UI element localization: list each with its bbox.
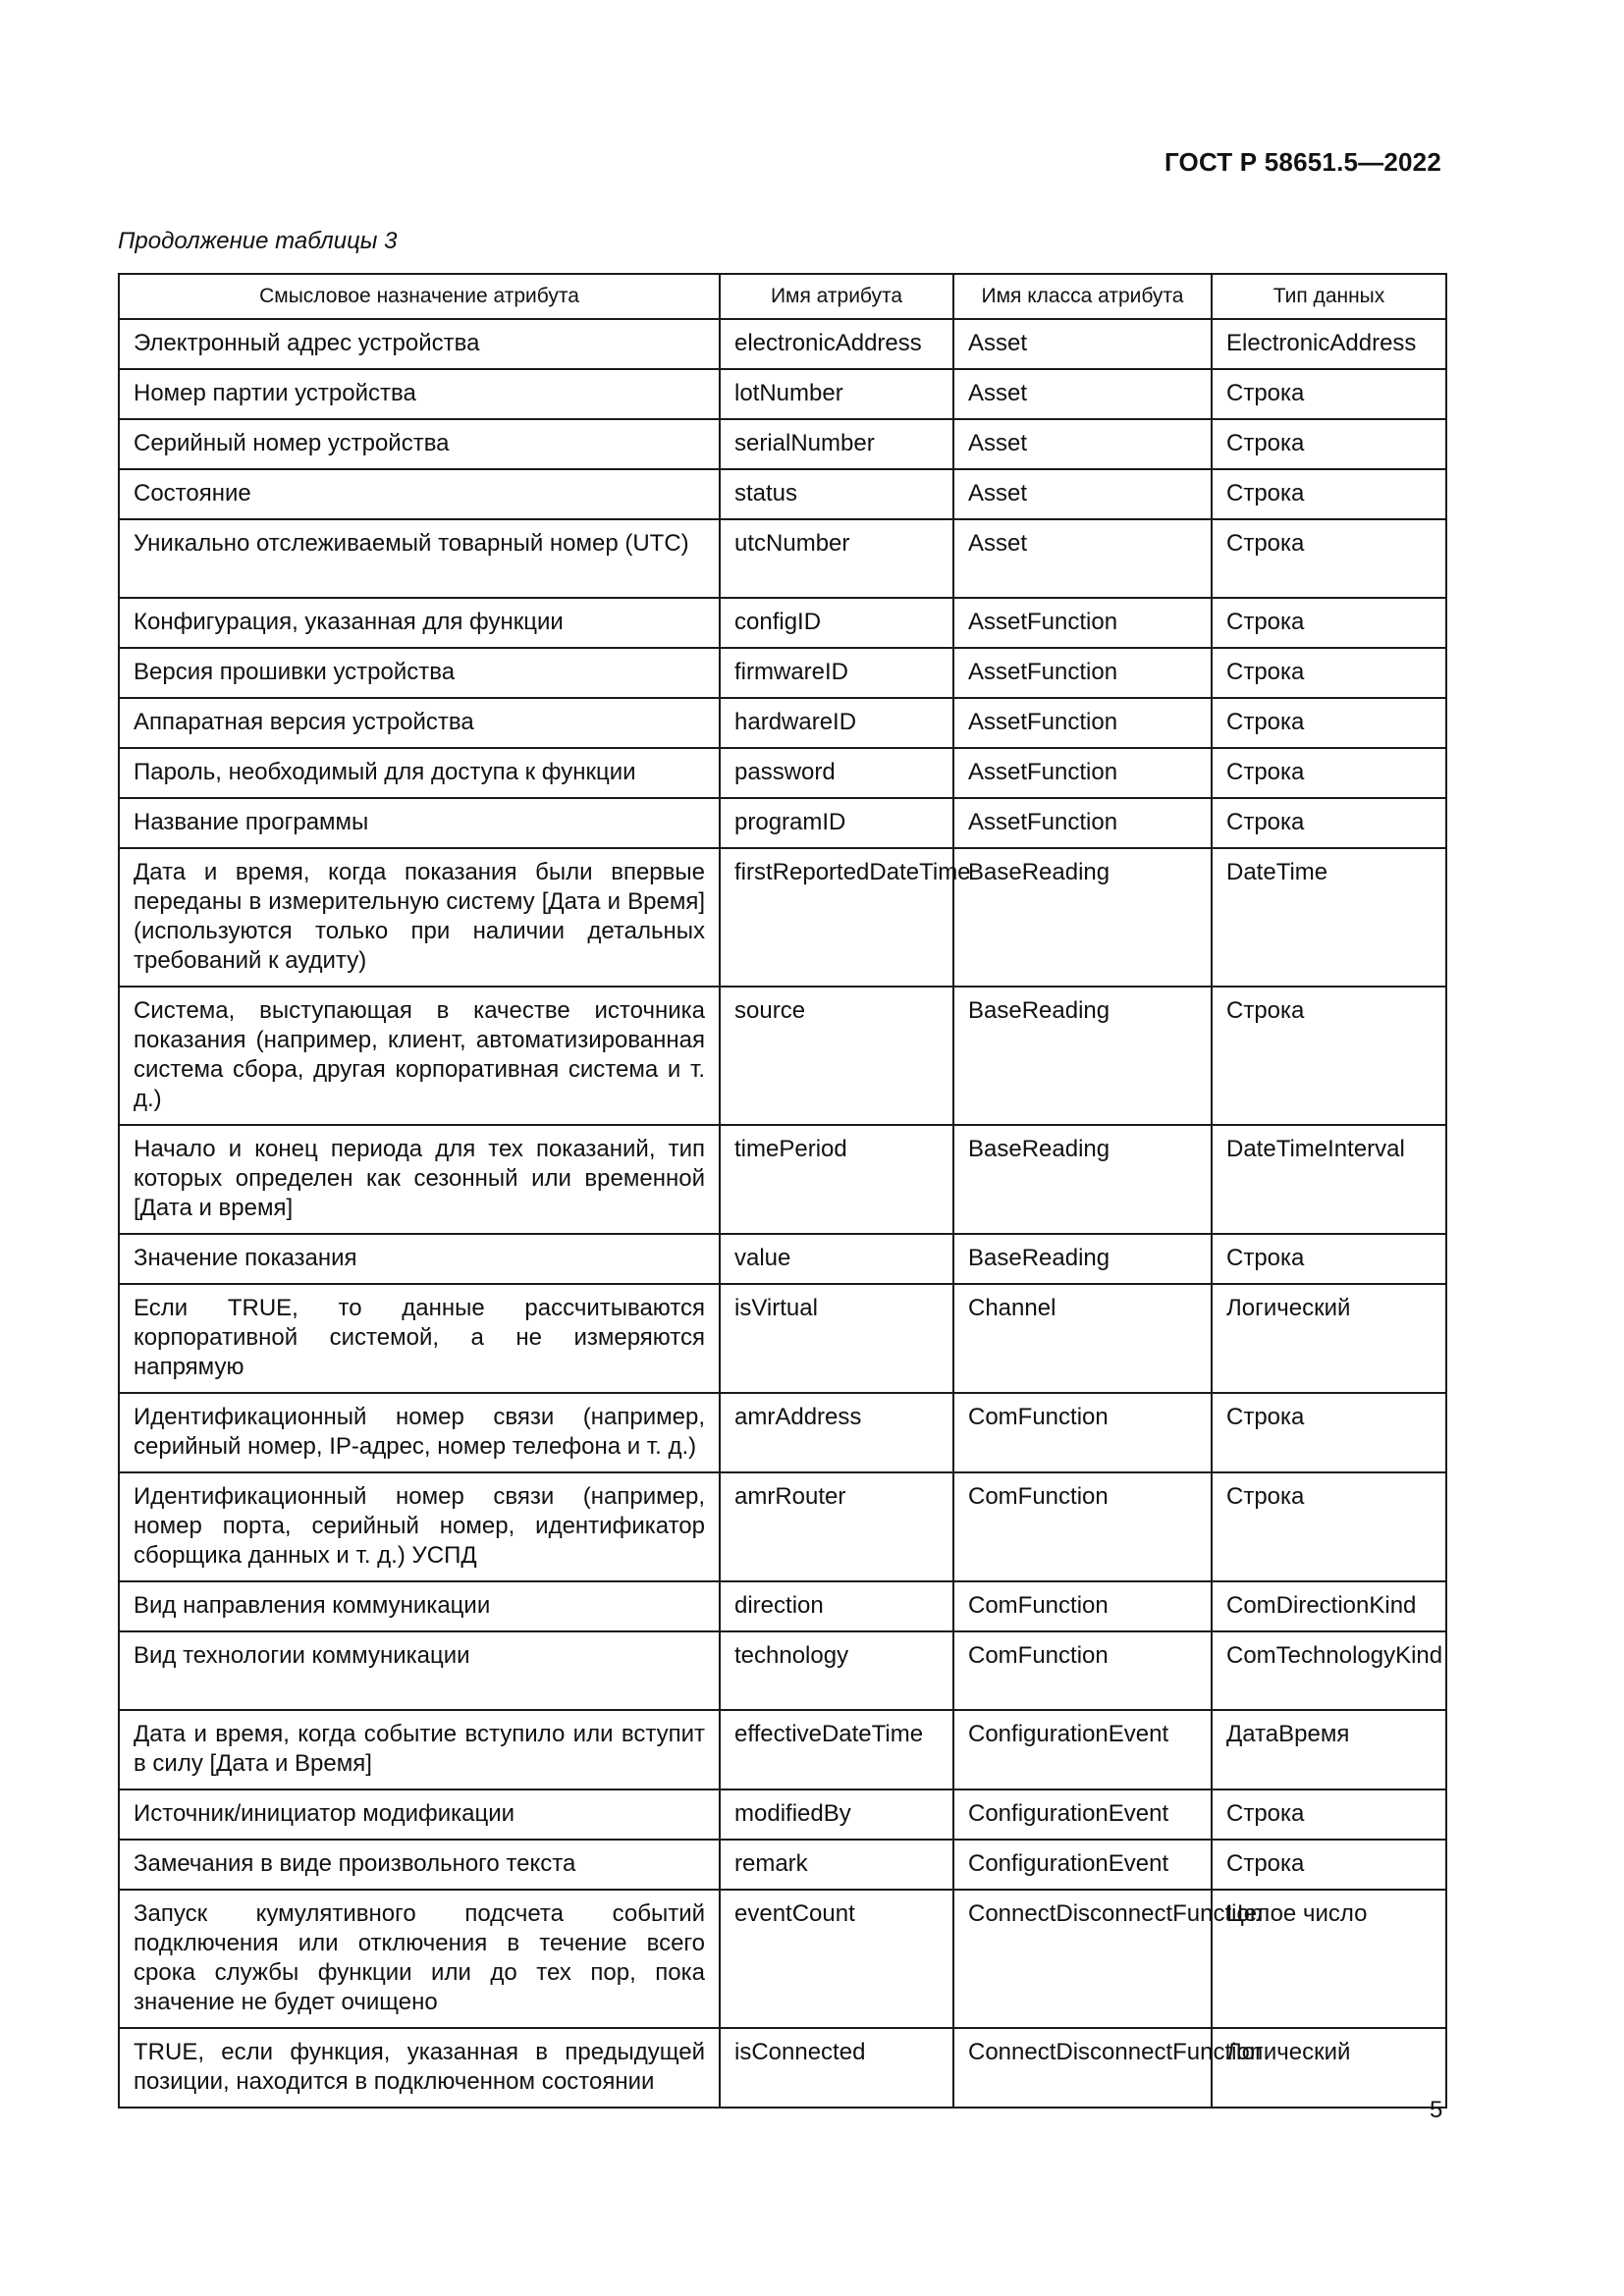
cell-purpose: Источник/инициатор модификации — [119, 1789, 720, 1840]
cell-class-name: Asset — [953, 419, 1212, 469]
cell-attribute-name: lotNumber — [720, 369, 953, 419]
cell-class-name: ComFunction — [953, 1472, 1212, 1581]
cell-data-type: DateTimeInterval — [1212, 1125, 1446, 1234]
cell-attribute-name: source — [720, 987, 953, 1125]
cell-data-type: Строка — [1212, 369, 1446, 419]
cell-class-name: ComFunction — [953, 1631, 1212, 1710]
cell-class-name: AssetFunction — [953, 748, 1212, 798]
cell-purpose: Состояние — [119, 469, 720, 519]
cell-data-type: Строка — [1212, 469, 1446, 519]
cell-data-type: Логический — [1212, 1284, 1446, 1393]
cell-attribute-name: programID — [720, 798, 953, 848]
cell-attribute-name: effectiveDateTime — [720, 1710, 953, 1789]
cell-attribute-name: amrAddress — [720, 1393, 953, 1472]
cell-data-type: Строка — [1212, 748, 1446, 798]
cell-attribute-name: technology — [720, 1631, 953, 1710]
cell-attribute-name: isConnected — [720, 2028, 953, 2108]
column-header-class-name: Имя класса атрибута — [953, 274, 1212, 319]
table-row — [119, 1789, 1446, 1840]
cell-data-type: Строка — [1212, 598, 1446, 648]
cell-class-name: BaseReading — [953, 987, 1212, 1125]
table-row — [119, 1890, 1446, 2028]
table-row — [119, 1393, 1446, 1472]
column-header-attribute-name: Имя атрибута — [720, 274, 953, 319]
cell-class-name: AssetFunction — [953, 648, 1212, 698]
attributes-table — [118, 273, 1447, 2109]
cell-purpose: Версия прошивки устройства — [119, 648, 720, 698]
cell-purpose: Название программы — [119, 798, 720, 848]
table-row — [119, 748, 1446, 798]
table-row — [119, 598, 1446, 648]
cell-attribute-name: firmwareID — [720, 648, 953, 698]
table-row — [119, 1125, 1446, 1234]
cell-attribute-name: remark — [720, 1840, 953, 1890]
cell-class-name: AssetFunction — [953, 598, 1212, 648]
cell-attribute-name: eventCount — [720, 1890, 953, 2028]
cell-attribute-name: utcNumber — [720, 519, 953, 598]
cell-attribute-name: modifiedBy — [720, 1789, 953, 1840]
cell-purpose: Вид технологии коммуникации — [119, 1631, 720, 1710]
cell-class-name: ComFunction — [953, 1581, 1212, 1631]
table-row — [119, 987, 1446, 1125]
cell-purpose: TRUE, если функция, указанная в предыдущей позиции, находится в подключенном состоянии — [119, 2028, 720, 2108]
cell-attribute-name: isVirtual — [720, 1284, 953, 1393]
cell-data-type: Строка — [1212, 1472, 1446, 1581]
column-header-purpose: Смысловое назначение атрибута — [119, 274, 720, 319]
cell-attribute-name: configID — [720, 598, 953, 648]
table-row — [119, 369, 1446, 419]
cell-purpose: Вид направления коммуникации — [119, 1581, 720, 1631]
cell-data-type: Строка — [1212, 1234, 1446, 1284]
table-row — [119, 419, 1446, 469]
table-row — [119, 1472, 1446, 1581]
cell-data-type: Строка — [1212, 798, 1446, 848]
cell-data-type: Строка — [1212, 1840, 1446, 1890]
table-row — [119, 1840, 1446, 1890]
cell-data-type: Строка — [1212, 987, 1446, 1125]
column-header-data-type: Тип данных — [1212, 274, 1446, 319]
table-caption: Продолжение таблицы 3 — [118, 228, 398, 254]
document-code: ГОСТ Р 58651.5—2022 — [1164, 147, 1441, 177]
table-row — [119, 848, 1446, 987]
cell-class-name: Channel — [953, 1284, 1212, 1393]
cell-purpose: Уникально отслеживаемый товарный номер (UTC) — [119, 519, 720, 598]
cell-attribute-name: timePeriod — [720, 1125, 953, 1234]
cell-data-type: Строка — [1212, 519, 1446, 598]
cell-data-type: ComDirectionKind — [1212, 1581, 1446, 1631]
cell-purpose: Значение показания — [119, 1234, 720, 1284]
cell-data-type: Строка — [1212, 1789, 1446, 1840]
cell-purpose: Система, выступающая в качестве источника показания (например, клиент, автоматизированная система сбора, другая корпоративная система и т. д.) — [119, 987, 720, 1125]
cell-purpose: Начало и конец периода для тех показаний, тип которых определен как сезонный или временной [Дата и время] — [119, 1125, 720, 1234]
cell-class-name: AssetFunction — [953, 698, 1212, 748]
table-row — [119, 519, 1446, 598]
cell-data-type: Строка — [1212, 1393, 1446, 1472]
cell-attribute-name: status — [720, 469, 953, 519]
cell-class-name: ConfigurationEvent — [953, 1840, 1212, 1890]
cell-class-name: Asset — [953, 369, 1212, 419]
cell-class-name: AssetFunction — [953, 798, 1212, 848]
cell-data-type: Логический — [1212, 2028, 1446, 2108]
cell-attribute-name: password — [720, 748, 953, 798]
cell-class-name: ConnectDisconnectFunction — [953, 2028, 1212, 2108]
table-row — [119, 319, 1446, 369]
cell-purpose: Запуск кумулятивного подсчета событий подключения или отключения в течение всего срока службы функции или до тех пор, пока значение не будет очищено — [119, 1890, 720, 2028]
cell-data-type: Строка — [1212, 419, 1446, 469]
cell-data-type: DateTime — [1212, 848, 1446, 987]
table-row — [119, 1284, 1446, 1393]
cell-class-name: ConnectDisconnectFunction — [953, 1890, 1212, 2028]
cell-class-name: Asset — [953, 519, 1212, 598]
cell-purpose: Пароль, необходимый для доступа к функции — [119, 748, 720, 798]
cell-data-type: Строка — [1212, 698, 1446, 748]
cell-purpose: Аппаратная версия устройства — [119, 698, 720, 748]
table-row — [119, 1581, 1446, 1631]
cell-purpose: Электронный адрес устройства — [119, 319, 720, 369]
cell-attribute-name: direction — [720, 1581, 953, 1631]
cell-purpose: Конфигурация, указанная для функции — [119, 598, 720, 648]
cell-purpose: Замечания в виде произвольного текста — [119, 1840, 720, 1890]
cell-purpose: Дата и время, когда показания были впервые переданы в измерительную систему [Дата и Время] (используются только при наличии детальных требований к аудиту) — [119, 848, 720, 987]
cell-attribute-name: serialNumber — [720, 419, 953, 469]
cell-class-name: ConfigurationEvent — [953, 1710, 1212, 1789]
page-number: 5 — [1430, 2097, 1443, 2123]
cell-attribute-name: amrRouter — [720, 1472, 953, 1581]
cell-data-type: Строка — [1212, 648, 1446, 698]
cell-class-name: BaseReading — [953, 848, 1212, 987]
cell-purpose: Если TRUE, то данные рассчитываются корпоративной системой, а не измеряются напрямую — [119, 1284, 720, 1393]
cell-purpose: Дата и время, когда событие вступило или вступит в силу [Дата и Время] — [119, 1710, 720, 1789]
cell-class-name: BaseReading — [953, 1234, 1212, 1284]
table-row — [119, 469, 1446, 519]
cell-purpose: Номер партии устройства — [119, 369, 720, 419]
cell-class-name: ConfigurationEvent — [953, 1789, 1212, 1840]
table-body — [119, 319, 1446, 2108]
cell-class-name: ComFunction — [953, 1393, 1212, 1472]
cell-attribute-name: electronicAddress — [720, 319, 953, 369]
cell-purpose: Идентификационный номер связи (например, номер порта, серийный номер, идентификатор сборщика данных и т. д.) УСПД — [119, 1472, 720, 1581]
table-row — [119, 2028, 1446, 2108]
cell-purpose: Идентификационный номер связи (например, серийный номер, IP-адрес, номер телефона и т. д.) — [119, 1393, 720, 1472]
table-row — [119, 798, 1446, 848]
table-row — [119, 698, 1446, 748]
cell-class-name: Asset — [953, 469, 1212, 519]
table-row — [119, 1710, 1446, 1789]
table-row — [119, 1631, 1446, 1710]
table-row — [119, 1234, 1446, 1284]
table-row — [119, 648, 1446, 698]
table-header-row — [119, 274, 1446, 319]
cell-data-type: Целое число — [1212, 1890, 1446, 2028]
cell-class-name: BaseReading — [953, 1125, 1212, 1234]
cell-data-type: ComTechnologyKind — [1212, 1631, 1446, 1710]
cell-data-type: ДатаВремя — [1212, 1710, 1446, 1789]
cell-attribute-name: firstReportedDateTime — [720, 848, 953, 987]
cell-purpose: Серийный номер устройства — [119, 419, 720, 469]
cell-data-type: ElectronicAddress — [1212, 319, 1446, 369]
cell-attribute-name: value — [720, 1234, 953, 1284]
cell-attribute-name: hardwareID — [720, 698, 953, 748]
cell-class-name: Asset — [953, 319, 1212, 369]
